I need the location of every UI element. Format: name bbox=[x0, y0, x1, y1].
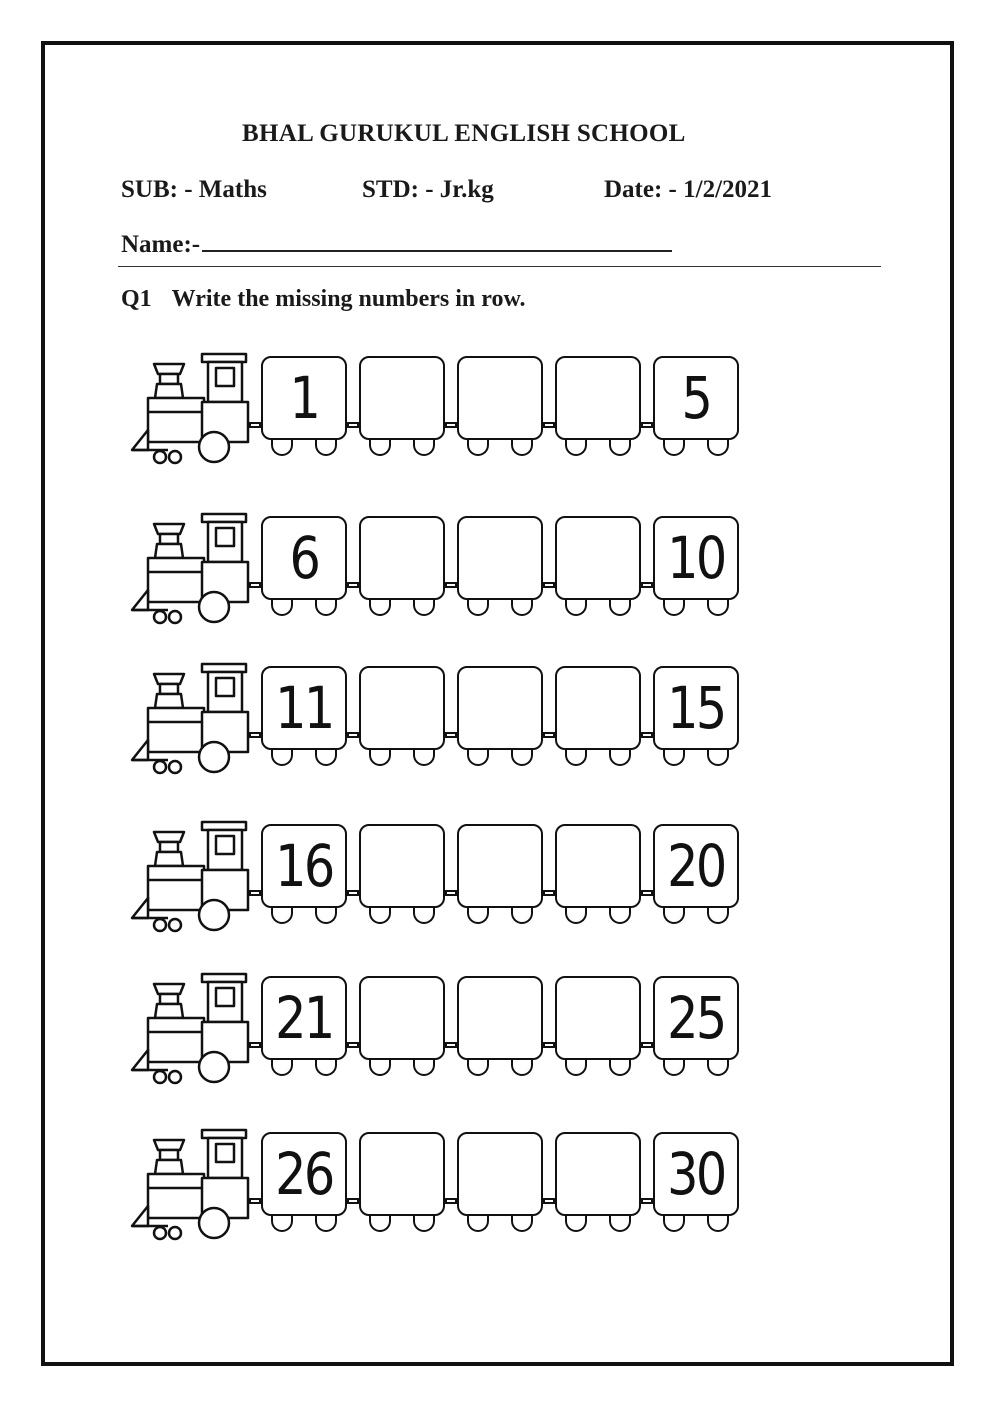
car-number: 16 bbox=[275, 832, 333, 900]
answer-box[interactable] bbox=[359, 824, 445, 908]
answer-box[interactable] bbox=[359, 976, 445, 1060]
name-line bbox=[121, 230, 672, 259]
car-wheel bbox=[369, 1060, 391, 1076]
car-wheel bbox=[511, 440, 533, 456]
car-wheel bbox=[707, 750, 729, 766]
coupler bbox=[347, 582, 359, 588]
number-car bbox=[261, 976, 347, 1060]
car-wheel bbox=[271, 908, 293, 924]
car-wheel bbox=[369, 440, 391, 456]
car-wheel bbox=[413, 1216, 435, 1232]
car-wheel bbox=[369, 908, 391, 924]
coupler bbox=[445, 890, 457, 896]
car-wheel bbox=[565, 750, 587, 766]
number-car bbox=[653, 824, 739, 908]
car-number: 21 bbox=[275, 984, 333, 1052]
answer-box[interactable] bbox=[555, 1132, 641, 1216]
coupler bbox=[543, 732, 555, 738]
car-wheel bbox=[511, 750, 533, 766]
coupler bbox=[445, 582, 457, 588]
coupler bbox=[543, 422, 555, 428]
answer-box[interactable] bbox=[555, 666, 641, 750]
car-wheel bbox=[413, 440, 435, 456]
answer-box[interactable] bbox=[555, 976, 641, 1060]
car-wheel bbox=[467, 750, 489, 766]
car-wheel bbox=[511, 1216, 533, 1232]
car-wheel bbox=[511, 600, 533, 616]
car-number: 26 bbox=[275, 1140, 333, 1208]
car-number: 25 bbox=[667, 984, 725, 1052]
number-car bbox=[653, 356, 739, 440]
train-engine-icon bbox=[128, 972, 253, 1087]
answer-box[interactable] bbox=[555, 824, 641, 908]
coupler bbox=[347, 890, 359, 896]
car-wheel bbox=[467, 440, 489, 456]
car-wheel bbox=[369, 750, 391, 766]
subject-label: SUB: - Maths bbox=[121, 176, 267, 203]
car-number: 15 bbox=[667, 674, 725, 742]
school-title: BHAL GURUKUL ENGLISH SCHOOL bbox=[242, 120, 686, 147]
coupler bbox=[641, 582, 653, 588]
car-wheel bbox=[413, 1060, 435, 1076]
car-wheel bbox=[565, 1216, 587, 1232]
train-engine-icon bbox=[128, 352, 253, 467]
answer-box[interactable] bbox=[359, 516, 445, 600]
car-wheel bbox=[663, 600, 685, 616]
number-car bbox=[261, 516, 347, 600]
coupler bbox=[543, 582, 555, 588]
car-wheel bbox=[663, 908, 685, 924]
question-1 bbox=[121, 286, 525, 313]
coupler bbox=[641, 732, 653, 738]
car-wheel bbox=[369, 1216, 391, 1232]
car-wheel bbox=[565, 1060, 587, 1076]
car-wheel bbox=[315, 750, 337, 766]
car-wheel bbox=[663, 1216, 685, 1232]
train-engine-icon bbox=[128, 1128, 253, 1243]
question-number: Q1 bbox=[121, 286, 152, 312]
car-wheel bbox=[707, 1216, 729, 1232]
train-row bbox=[128, 352, 768, 472]
coupler bbox=[347, 422, 359, 428]
coupler bbox=[641, 1198, 653, 1204]
car-wheel bbox=[707, 440, 729, 456]
number-car bbox=[261, 1132, 347, 1216]
car-wheel bbox=[315, 908, 337, 924]
coupler bbox=[347, 1042, 359, 1048]
coupler bbox=[445, 422, 457, 428]
car-wheel bbox=[271, 440, 293, 456]
train-row bbox=[128, 972, 768, 1092]
car-wheel bbox=[271, 1216, 293, 1232]
car-wheel bbox=[315, 600, 337, 616]
name-field[interactable] bbox=[202, 230, 672, 252]
answer-box[interactable] bbox=[555, 516, 641, 600]
car-wheel bbox=[707, 1060, 729, 1076]
coupler bbox=[543, 1198, 555, 1204]
answer-box[interactable] bbox=[457, 356, 543, 440]
car-wheel bbox=[467, 1216, 489, 1232]
car-wheel bbox=[609, 1060, 631, 1076]
car-wheel bbox=[413, 750, 435, 766]
car-number: 1 bbox=[289, 364, 319, 432]
date-label: Date: - 1/2/2021 bbox=[604, 176, 773, 203]
car-number: 30 bbox=[667, 1140, 725, 1208]
car-wheel bbox=[565, 440, 587, 456]
answer-box[interactable] bbox=[457, 976, 543, 1060]
coupler bbox=[249, 1042, 261, 1048]
coupler bbox=[641, 422, 653, 428]
coupler bbox=[641, 1042, 653, 1048]
car-wheel bbox=[663, 440, 685, 456]
car-wheel bbox=[663, 750, 685, 766]
car-wheel bbox=[511, 1060, 533, 1076]
question-text: Write the missing numbers in row. bbox=[171, 286, 526, 312]
coupler bbox=[641, 890, 653, 896]
car-wheel bbox=[413, 908, 435, 924]
coupler bbox=[543, 1042, 555, 1048]
car-wheel bbox=[413, 600, 435, 616]
answer-box[interactable] bbox=[555, 356, 641, 440]
car-wheel bbox=[315, 1216, 337, 1232]
car-wheel bbox=[609, 440, 631, 456]
car-number: 10 bbox=[667, 524, 725, 592]
standard-label: STD: - Jr.kg bbox=[362, 176, 494, 203]
number-car bbox=[261, 356, 347, 440]
answer-box[interactable] bbox=[457, 516, 543, 600]
car-wheel bbox=[271, 600, 293, 616]
coupler bbox=[249, 732, 261, 738]
coupler bbox=[249, 890, 261, 896]
name-label: Name:- bbox=[121, 231, 201, 258]
number-car bbox=[261, 666, 347, 750]
number-car bbox=[653, 666, 739, 750]
car-wheel bbox=[467, 908, 489, 924]
car-wheel bbox=[467, 1060, 489, 1076]
car-number: 6 bbox=[289, 524, 319, 592]
coupler bbox=[249, 582, 261, 588]
number-car bbox=[653, 976, 739, 1060]
train-engine-icon bbox=[128, 512, 253, 627]
number-car bbox=[261, 824, 347, 908]
coupler bbox=[347, 1198, 359, 1204]
answer-box[interactable] bbox=[457, 666, 543, 750]
car-wheel bbox=[707, 908, 729, 924]
train-engine-icon bbox=[128, 820, 253, 935]
answer-box[interactable] bbox=[457, 824, 543, 908]
car-wheel bbox=[609, 750, 631, 766]
car-wheel bbox=[315, 1060, 337, 1076]
answer-box[interactable] bbox=[359, 666, 445, 750]
answer-box[interactable] bbox=[457, 1132, 543, 1216]
car-wheel bbox=[271, 1060, 293, 1076]
coupler bbox=[347, 732, 359, 738]
car-wheel bbox=[565, 908, 587, 924]
car-wheel bbox=[663, 1060, 685, 1076]
car-wheel bbox=[271, 750, 293, 766]
car-wheel bbox=[467, 600, 489, 616]
car-wheel bbox=[511, 908, 533, 924]
car-number: 11 bbox=[275, 674, 333, 742]
coupler bbox=[249, 1198, 261, 1204]
car-number: 5 bbox=[681, 364, 711, 432]
number-car bbox=[653, 1132, 739, 1216]
number-car bbox=[653, 516, 739, 600]
car-wheel bbox=[609, 908, 631, 924]
car-wheel bbox=[315, 440, 337, 456]
train-row bbox=[128, 512, 768, 632]
coupler bbox=[445, 732, 457, 738]
answer-box[interactable] bbox=[359, 356, 445, 440]
coupler bbox=[445, 1042, 457, 1048]
coupler bbox=[249, 422, 261, 428]
answer-box[interactable] bbox=[359, 1132, 445, 1216]
train-row bbox=[128, 1128, 768, 1248]
car-wheel bbox=[369, 600, 391, 616]
coupler bbox=[445, 1198, 457, 1204]
train-row bbox=[128, 662, 768, 782]
car-wheel bbox=[565, 600, 587, 616]
car-number: 20 bbox=[667, 832, 725, 900]
divider bbox=[118, 266, 881, 267]
train-row bbox=[128, 820, 768, 940]
train-engine-icon bbox=[128, 662, 253, 777]
car-wheel bbox=[609, 600, 631, 616]
car-wheel bbox=[707, 600, 729, 616]
coupler bbox=[543, 890, 555, 896]
car-wheel bbox=[609, 1216, 631, 1232]
